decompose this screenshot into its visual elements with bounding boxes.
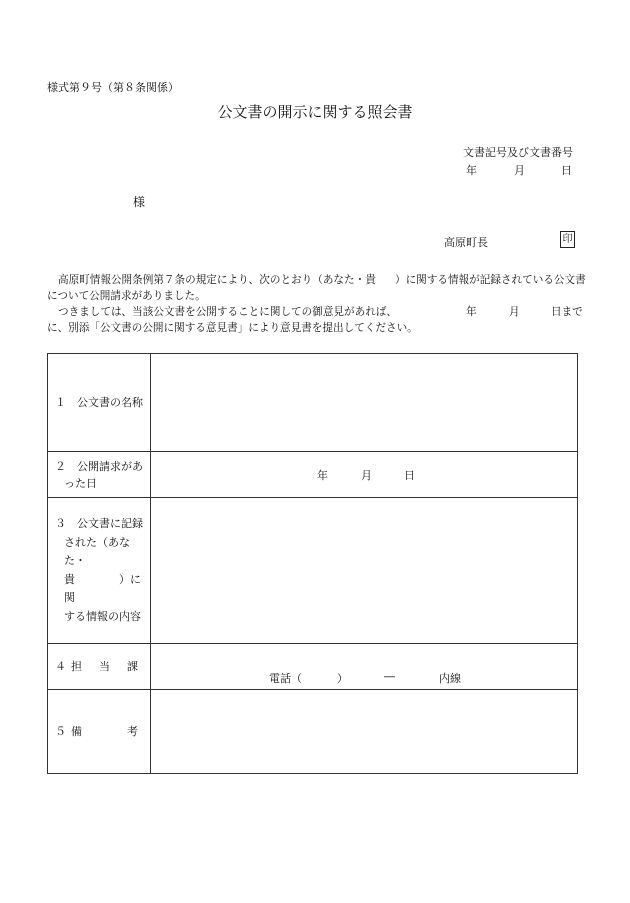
body-line-4: に、別添「公文書の公開に関する意見書」により意見書を提出してください。: [47, 322, 418, 334]
row1-label: １ 公文書の名称: [55, 396, 143, 409]
row4-label: [48, 658, 150, 675]
row2-label-a: ２ 公開請求があ: [55, 459, 143, 473]
row3-label-cell: [48, 498, 151, 644]
row5-label-cell: [48, 690, 151, 774]
doc-number-label: 文書記号及び文書番号: [463, 146, 573, 159]
row4-phone-label: 電話（: [269, 672, 302, 685]
body-p1-a: 高原町情報公開条例第７条の規定により、次のとおり（あなた・貴: [58, 274, 376, 286]
row1-label-cell: [48, 354, 151, 452]
sender-name: 高原町長: [444, 236, 488, 249]
body-line-3: [47, 304, 592, 320]
row4-label-b: 当: [99, 660, 110, 673]
row1-value-cell[interactable]: [151, 354, 578, 452]
body-p2-year: 年: [466, 306, 477, 318]
row5-label: [48, 723, 150, 740]
body-p2-month: 月: [509, 306, 520, 318]
row5-label-text: [71, 723, 138, 740]
row2-month: 月: [361, 468, 372, 482]
row4-label-cell: [48, 644, 151, 690]
row3-label-d: する情報の内容: [64, 609, 141, 623]
header-month: 月: [514, 164, 525, 177]
form-number: 様式第９号（第８条関係）: [47, 81, 179, 94]
table-row: [48, 644, 578, 690]
row2-label-cell: [48, 452, 151, 498]
table-row: [48, 498, 578, 644]
row4-label-c: 課: [127, 660, 138, 673]
row5-value-cell[interactable]: [151, 690, 578, 774]
table-row: [48, 452, 578, 498]
row3-label: [48, 515, 150, 626]
row4-label-a: 担: [71, 660, 82, 673]
row2-label: [48, 458, 150, 492]
table-row: [48, 690, 578, 774]
table-row: [48, 354, 578, 452]
row4-phone-line: [151, 670, 577, 686]
inquiry-table: [47, 353, 578, 774]
seal-stamp: 印: [560, 231, 575, 248]
row3-label-c: 貴 ）に関: [64, 572, 141, 604]
row4-paren-close: ）: [337, 672, 348, 685]
body-line-1: [47, 272, 592, 288]
body-p2-day: 日まで: [551, 306, 583, 318]
document-title: 公文書の開示に関する照会書: [217, 103, 413, 121]
row2-value-cell[interactable]: [151, 452, 578, 498]
body-line-2: について公開請求がありました。: [47, 290, 206, 302]
row3-value-cell[interactable]: [151, 498, 578, 644]
body-p2-a: つきましては、当該公文書を公開することに関しての御意見があれば、: [58, 306, 397, 318]
row4-value-cell[interactable]: [151, 644, 578, 690]
row4-label-text: [71, 658, 138, 675]
addressee-suffix: 様: [133, 195, 146, 209]
header-day: 日: [561, 164, 572, 177]
row4-extension: 内線: [439, 672, 461, 685]
row2-date: [151, 467, 577, 483]
body-text: [47, 272, 592, 336]
row2-day: 日: [404, 468, 415, 482]
row4-label-num: ４: [55, 660, 66, 673]
row5-label-num: ５: [55, 725, 66, 738]
row5-label-a: 備: [71, 725, 82, 738]
header-year: 年: [466, 164, 477, 177]
row2-year: 年: [317, 468, 328, 482]
row5-label-b: 考: [127, 725, 138, 738]
row2-label-b: った日: [64, 476, 97, 490]
body-p1-b: ）に関する情報が記録されている公文書: [395, 274, 586, 286]
row4-dash: ―: [384, 670, 395, 683]
row3-label-a: ３ 公文書に記録: [55, 517, 143, 530]
row3-label-b: された（あなた・: [64, 535, 130, 567]
